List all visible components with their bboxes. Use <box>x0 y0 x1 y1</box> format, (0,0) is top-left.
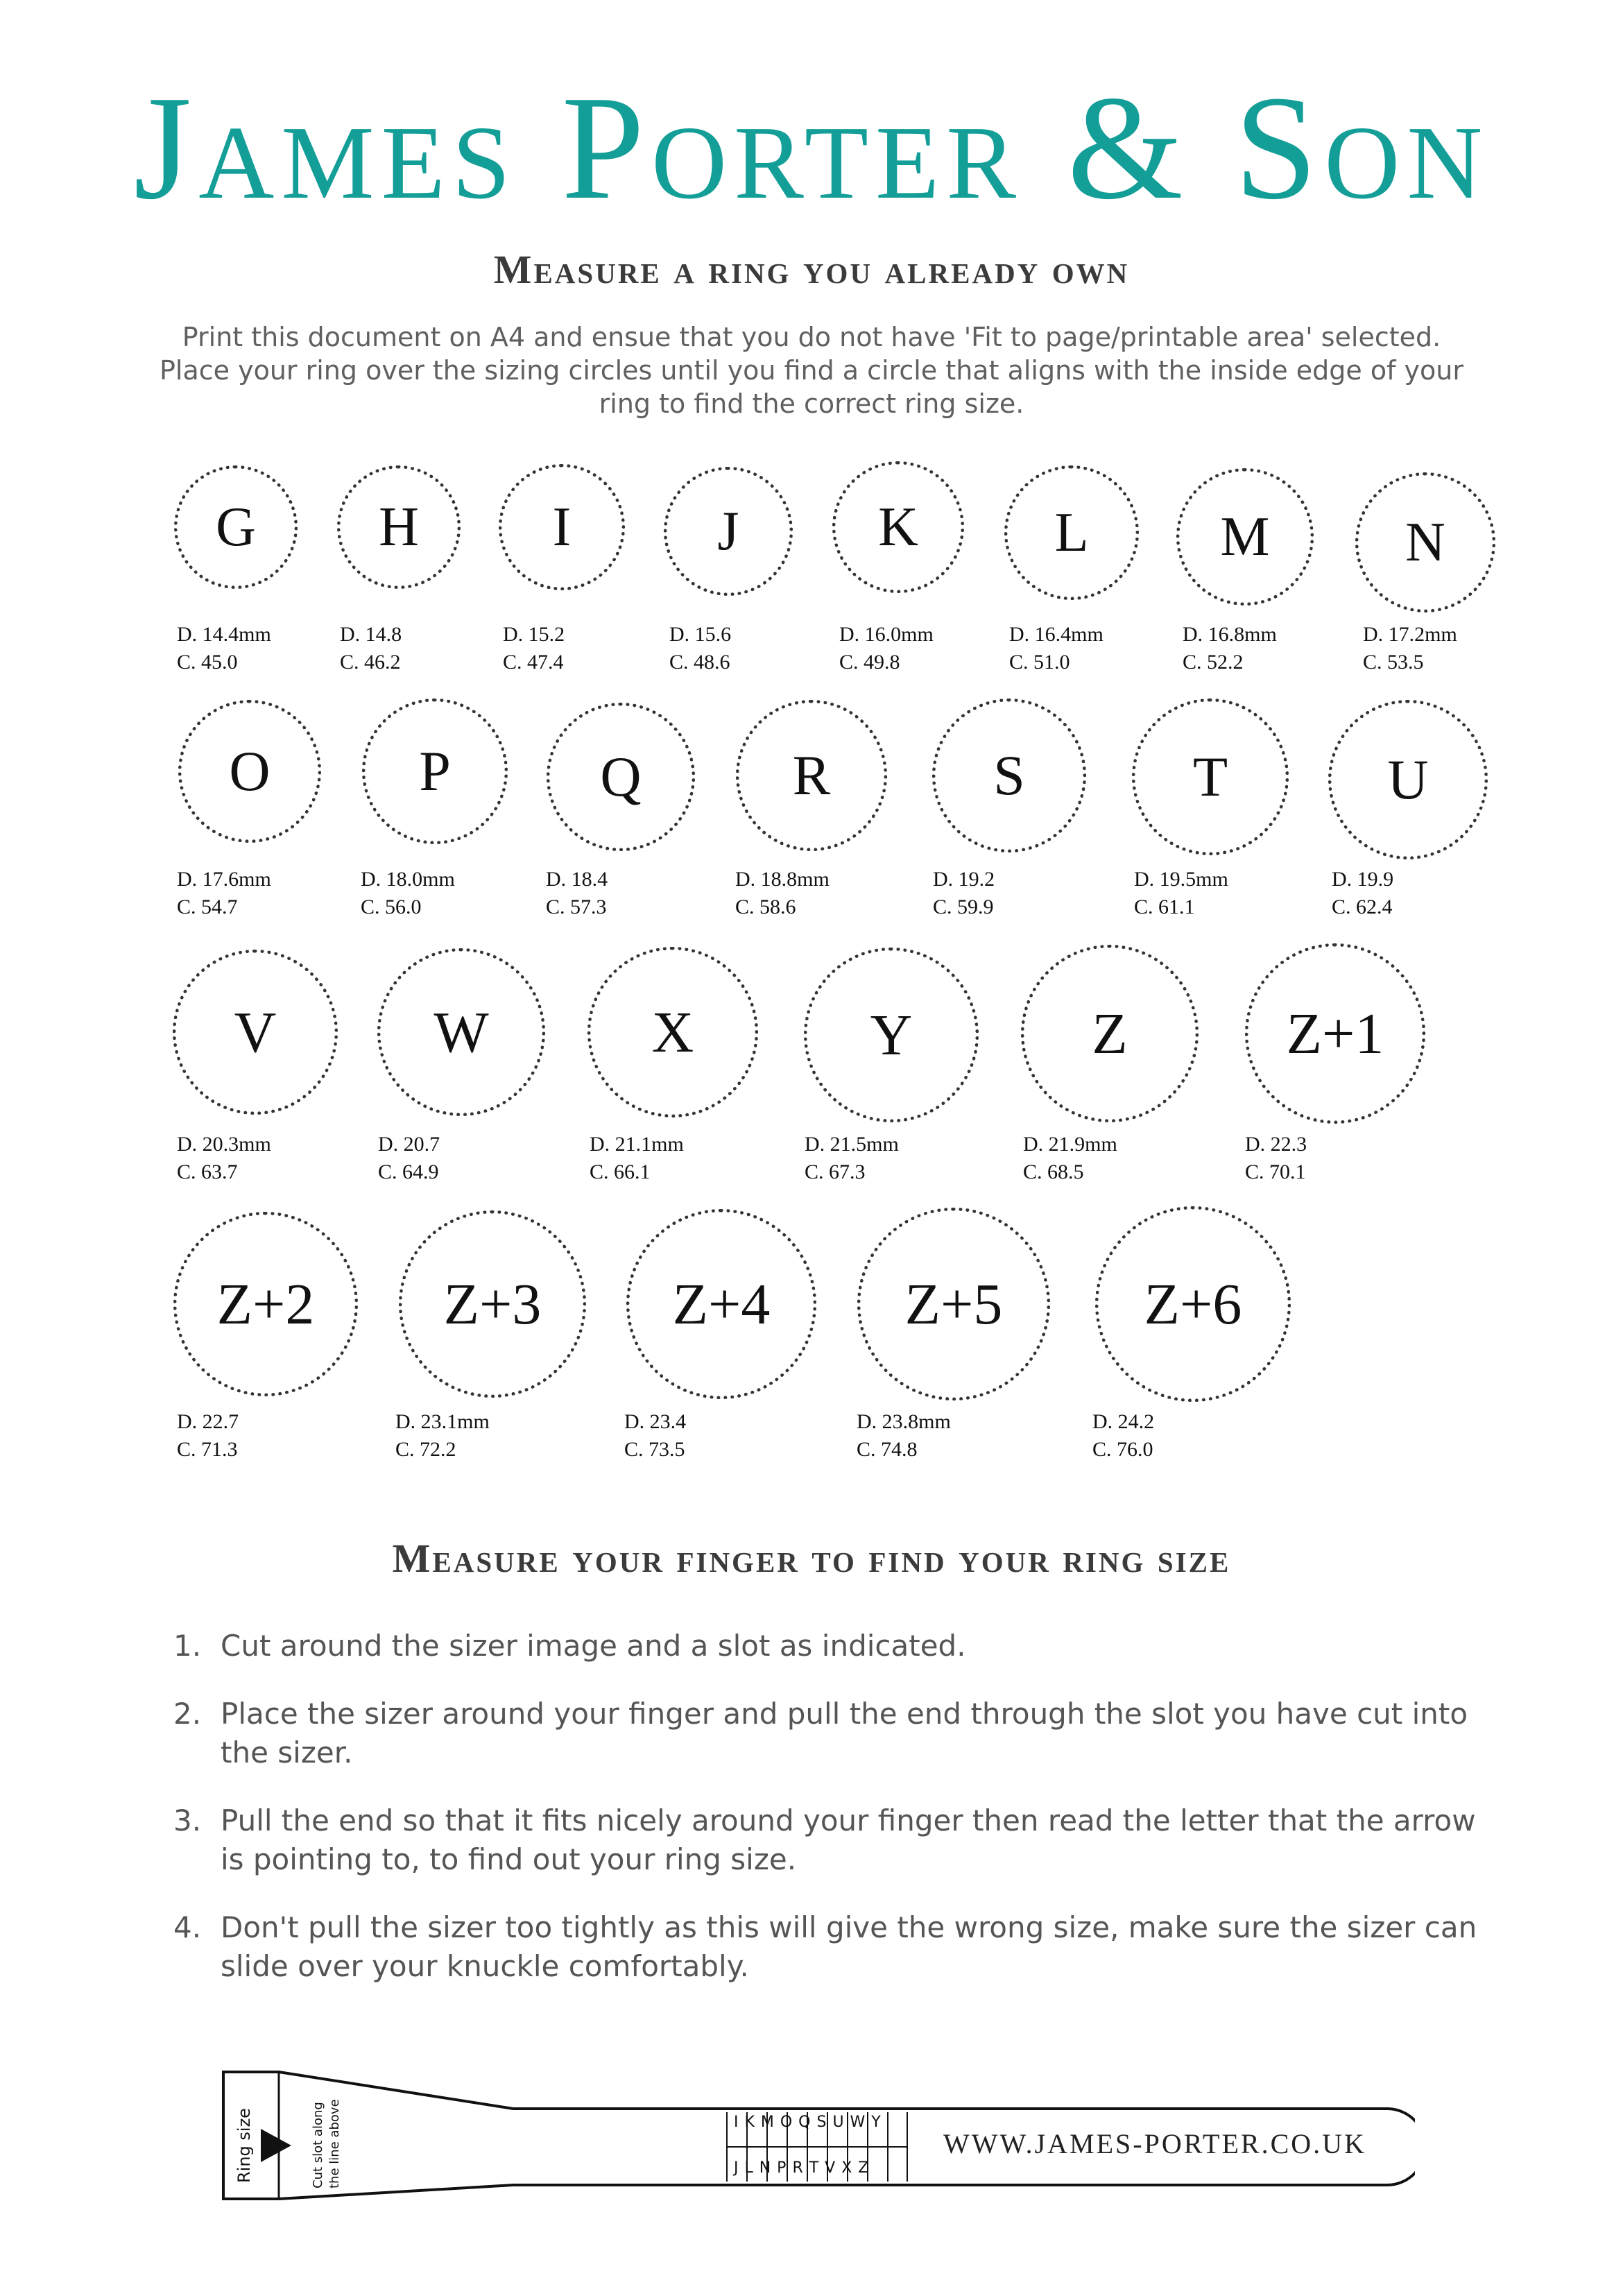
ring-circle-z-plus-5 <box>857 1208 1050 1400</box>
ring-size-letter: S <box>993 744 1025 807</box>
ring-circumference: C. 45.0 <box>177 651 238 674</box>
ring-sizer-strip <box>222 2071 1415 2213</box>
ring-circle-z <box>1021 945 1199 1122</box>
ring-circle-q <box>547 703 695 851</box>
ring-circle-n <box>1355 472 1495 612</box>
ring-size-letter: V <box>234 1000 277 1065</box>
ring-circle-z-plus-1 <box>1245 943 1425 1124</box>
ring-size-letter: U <box>1387 748 1429 811</box>
step-text: Pull the end so that it fits nicely around your finger then read the letter that the arrow is pointing to, to find out your ring size. <box>221 1804 1476 1876</box>
ring-size-letter: Z+5 <box>904 1271 1003 1337</box>
ring-circle-l <box>1004 465 1139 600</box>
ring-size-letter: J <box>717 500 739 562</box>
ring-size-letter: Z+2 <box>216 1271 315 1337</box>
ring-circumference: C. 58.6 <box>735 896 796 918</box>
ring-size-letter: M <box>1220 506 1270 567</box>
ring-measurement <box>340 621 402 676</box>
ring-diameter: D. 17.2mm <box>1363 623 1457 646</box>
ring-diameter: D. 17.6mm <box>177 868 271 891</box>
ring-circumference: C. 52.2 <box>1183 651 1244 674</box>
ring-size-letter: L <box>1054 502 1089 563</box>
ring-diameter: D. 21.1mm <box>590 1133 684 1156</box>
ring-measurement <box>857 1408 951 1464</box>
instruction-step-3 <box>173 1801 1491 1879</box>
instruction-step-2 <box>173 1695 1491 1772</box>
ring-size-letter: Z+6 <box>1144 1271 1242 1337</box>
ring-measurement <box>805 1131 899 1186</box>
scale-letters-bottom: J L N P R T V X Z <box>734 2159 870 2177</box>
step-number: 1. <box>173 1629 202 1663</box>
step-text: Place the sizer around your finger and pull the end through the slot you have cut into the sizer. <box>221 1697 1468 1770</box>
ring-circumference: C. 74.8 <box>857 1438 918 1461</box>
arrow-right-icon <box>257 2126 295 2165</box>
ring-circle-s <box>932 699 1086 853</box>
ring-circumference: C. 56.0 <box>361 896 422 918</box>
step-text: Don't pull the sizer too tightly as this will give the wrong size, make sure the sizer can slide over your knuckle comfortably. <box>221 1910 1477 1983</box>
ring-circle-z-plus-4 <box>626 1209 816 1399</box>
ring-size-letter: Q <box>600 745 642 808</box>
ring-circle-m <box>1176 468 1314 606</box>
ring-circumference: C. 72.2 <box>395 1438 456 1461</box>
ring-diameter: D. 16.8mm <box>1183 623 1277 646</box>
ring-measurement <box>378 1131 440 1186</box>
ring-circumference: C. 63.7 <box>177 1160 238 1183</box>
ring-circle-j <box>664 467 793 596</box>
ring-circumference: C. 54.7 <box>177 896 238 918</box>
ring-measurement <box>395 1408 490 1464</box>
ring-size-letter: Z+3 <box>443 1271 542 1337</box>
ring-measurement <box>177 621 271 676</box>
ring-diameter: D. 21.9mm <box>1023 1133 1117 1156</box>
ring-circumference: C. 57.3 <box>546 896 607 918</box>
ring-circumference: C. 59.9 <box>933 896 994 918</box>
ring-circumference: C. 47.4 <box>503 651 564 674</box>
ring-circumference: C. 51.0 <box>1009 651 1070 674</box>
ring-diameter: D. 22.7 <box>177 1410 239 1433</box>
ring-diameter: D. 24.2 <box>1092 1410 1155 1433</box>
ring-measurement <box>1245 1131 1307 1186</box>
ring-circle-p <box>362 699 508 844</box>
sizer-label: Ring size <box>234 2108 254 2183</box>
ring-circumference: C. 64.9 <box>378 1160 439 1183</box>
ring-circle-i <box>499 464 625 590</box>
ring-diameter: D. 21.5mm <box>805 1133 899 1156</box>
ring-circle-o <box>178 700 321 843</box>
ring-measurement <box>177 866 271 921</box>
ring-diameter: D. 20.7 <box>378 1133 440 1156</box>
ring-measurement <box>1363 621 1457 676</box>
ring-diameter: D. 22.3 <box>1245 1133 1307 1156</box>
ring-diameter: D. 18.4 <box>546 868 608 891</box>
ring-circumference: C. 46.2 <box>340 651 401 674</box>
ring-size-letter: Y <box>870 1002 913 1068</box>
ring-diameter: D. 15.6 <box>669 623 732 646</box>
ring-size-letter: R <box>792 744 831 807</box>
ring-circle-g <box>174 465 298 589</box>
ring-measurement <box>361 866 455 921</box>
ring-measurement <box>590 1131 684 1186</box>
ring-size-letter: N <box>1405 511 1445 573</box>
ring-diameter: D. 23.8mm <box>857 1410 951 1433</box>
slot-note-line2: the line above <box>327 2099 342 2188</box>
ring-size-letter: P <box>419 739 451 803</box>
ring-measurement <box>546 866 608 921</box>
ring-circumference: C. 67.3 <box>805 1160 866 1183</box>
ring-circle-z-plus-3 <box>399 1210 586 1398</box>
instruction-list <box>173 1627 1491 2015</box>
ring-size-letter: X <box>651 1000 694 1065</box>
ring-circle-z-plus-2 <box>173 1212 358 1396</box>
ring-circle-r <box>736 700 887 851</box>
ring-size-letter: Z <box>1092 1001 1128 1066</box>
ring-circumference: C. 49.8 <box>839 651 900 674</box>
ring-circle-k <box>832 461 964 593</box>
ring-size-letter: G <box>216 496 256 558</box>
ring-size-letter: I <box>552 496 572 558</box>
intro-paragraph: Print this document on A4 and ensue that you do not have 'Fit to page/printable area' selected. Place your ring over the sizing circles until you find a circle that aligns with the inside edge of your ring to find the correct ring size. <box>159 322 1464 419</box>
step-number: 2. <box>173 1697 202 1731</box>
step-number: 4. <box>173 1910 202 1944</box>
ring-measurement <box>1092 1408 1154 1464</box>
ring-measurement <box>503 621 565 676</box>
slot-note-line1: Cut slot along <box>311 2102 325 2188</box>
ring-circumference: C. 62.4 <box>1332 896 1393 918</box>
ring-circumference: C. 70.1 <box>1245 1160 1306 1183</box>
ring-measurement <box>1009 621 1104 676</box>
ring-diameter: D. 19.9 <box>1332 868 1394 891</box>
ring-circumference: C. 53.5 <box>1363 651 1424 674</box>
ring-diameter: D. 20.3mm <box>177 1133 271 1156</box>
instruction-step-4 <box>173 1908 1491 1986</box>
ring-diameter: D. 16.0mm <box>839 623 934 646</box>
ring-measurement <box>1023 1131 1117 1186</box>
ring-size-letter: Z+4 <box>672 1271 771 1337</box>
ring-measurement <box>1332 866 1393 921</box>
ring-measurement <box>1183 621 1277 676</box>
website-url: WWW.JAMES-PORTER.CO.UK <box>943 2128 1366 2159</box>
ring-circle-z-plus-6 <box>1095 1206 1291 1402</box>
ring-diameter: D. 18.8mm <box>735 868 830 891</box>
ring-size-letter: T <box>1192 745 1228 808</box>
ring-size-letter: K <box>878 496 918 558</box>
ring-circumference: C. 66.1 <box>590 1160 651 1183</box>
ring-circle-v <box>173 950 338 1115</box>
ring-circle-w <box>377 948 545 1116</box>
ring-diameter: D. 14.4mm <box>177 623 271 646</box>
step-number: 3. <box>173 1804 202 1837</box>
ring-circumference: C. 48.6 <box>669 651 730 674</box>
ring-circumference: C. 61.1 <box>1134 896 1195 918</box>
ring-circumference: C. 73.5 <box>624 1438 685 1461</box>
ring-measurement <box>177 1131 271 1186</box>
instruction-step-1 <box>173 1627 1491 1665</box>
section-title-measure-ring: Measure a ring you already own <box>493 247 1130 292</box>
ring-measurement <box>177 1408 239 1464</box>
ring-diameter: D. 16.4mm <box>1009 623 1104 646</box>
ring-circumference: C. 76.0 <box>1092 1438 1153 1461</box>
ring-measurement <box>669 621 731 676</box>
ring-measurement <box>735 866 830 921</box>
ring-diameter: D. 23.4 <box>624 1410 687 1433</box>
step-text: Cut around the sizer image and a slot as indicated. <box>221 1629 966 1663</box>
ring-size-letter: Z+1 <box>1286 1001 1384 1066</box>
ring-diameter: D. 19.2 <box>933 868 995 891</box>
ring-circle-x <box>587 947 758 1117</box>
ring-circle-h <box>337 465 461 589</box>
ring-diameter: D. 15.2 <box>503 623 565 646</box>
ring-size-letter: W <box>433 1000 489 1065</box>
ring-diameter: D. 19.5mm <box>1134 868 1228 891</box>
ring-diameter: D. 14.8 <box>340 623 402 646</box>
ring-diameter: D. 18.0mm <box>361 868 455 891</box>
ring-measurement <box>624 1408 686 1464</box>
ring-circumference: C. 68.5 <box>1023 1160 1084 1183</box>
scale-letters-top: I K M O Q S U W Y <box>734 2114 882 2131</box>
ring-measurement <box>933 866 995 921</box>
ring-measurement <box>839 621 934 676</box>
brand-title: James Porter & Son <box>133 65 1490 230</box>
section-title-measure-finger: Measure your finger to find your ring size <box>392 1536 1231 1581</box>
ring-size-letter: H <box>379 496 419 558</box>
ring-circumference: C. 71.3 <box>177 1438 238 1461</box>
ring-circle-t <box>1132 699 1289 855</box>
ring-measurement <box>1134 866 1228 921</box>
ring-size-letter: O <box>229 739 270 803</box>
ring-circle-y <box>804 948 979 1122</box>
ring-diameter: D. 23.1mm <box>395 1410 490 1433</box>
ring-circle-u <box>1328 700 1488 859</box>
